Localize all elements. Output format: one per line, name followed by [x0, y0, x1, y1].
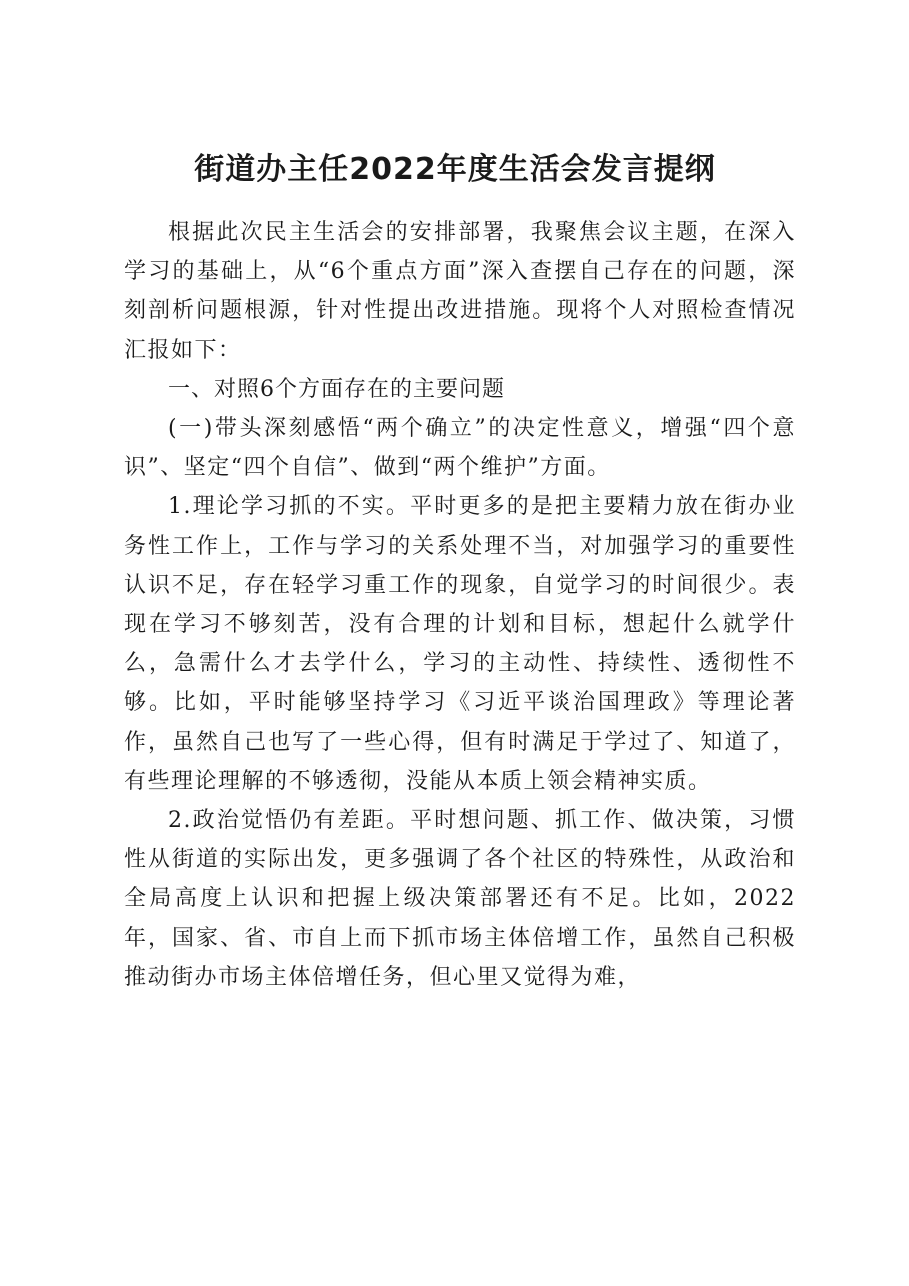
intro-paragraph: 根据此次民主生活会的安排部署，我聚焦会议主题，在深入学习的基础上，从“6个重点方面”深入查摆自己存在的问题，深刻剖析问题根源，针对性提出改进措施。现将个人对照检查情况汇报如下：: [124, 220, 796, 363]
section-heading: 一、对照6个方面存在的主要问题: [168, 376, 505, 402]
document-title: 街道办主任2022年度生活会发言提纲: [194, 152, 716, 187]
body-paragraph: 1.理论学习抓的不实。平时更多的是把主要精力放在街办业务性工作上，工作与学习的关系处理不当，对加强学习的重要性认识不足，存在轻学习重工作的现象，自觉学习的时间很少。表现在学习不够刻苦，没有合理的计划和目标，想起什么就学什么，急需什么才去学什么，学习的主动性、持续性、透彻性不够。比如，平时能够坚持学习《习近平谈治国理政》等理论著作，虽然自己也写了一些心得，但有时满足于学过了、知道了，有些理论理解的不够透彻，没能从本质上领会精神实质。: [124, 494, 796, 794]
document-body: [124, 213, 796, 997]
subsection-heading: (一)带头深刻感悟“两个确立”的决定性意义，增强“四个意识”、坚定“四个自信”、做到“两个维护”方面。: [124, 416, 796, 481]
body-paragraph: 2.政治觉悟仍有差距。平时想问题、抓工作、做决策，习惯性从街道的实际出发，更多强调了各个社区的特殊性，从政治和全局高度上认识和把握上级决策部署还有不足。比如，2022年，国家、省、市自上而下抓市场主体倍增工作，虽然自己积极推动街办市场主体倍增任务，但心里又觉得为难，: [124, 808, 796, 990]
